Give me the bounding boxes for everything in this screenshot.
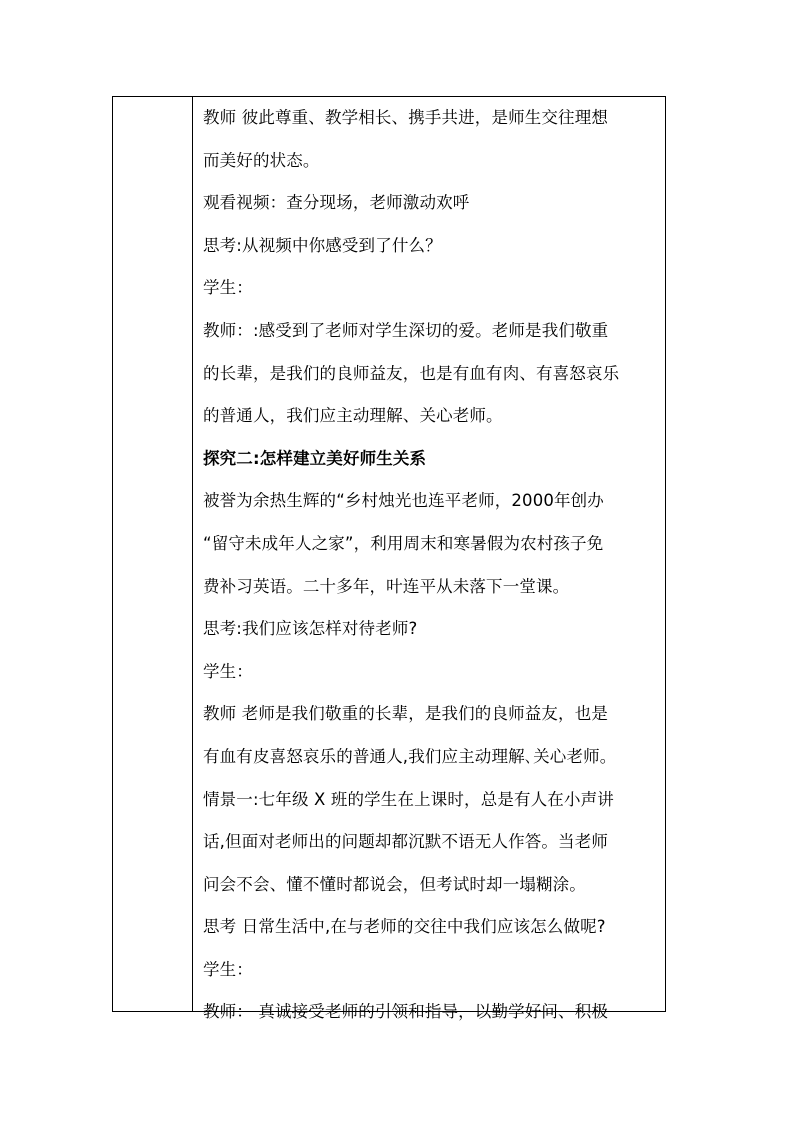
text-line: 思考:从视频中你感受到了什么？ bbox=[203, 235, 442, 255]
left-column-cell bbox=[113, 97, 193, 1011]
text-line: 学生： bbox=[203, 661, 253, 681]
text-line: 教师：:感受到了老师对学生深切的爱。老师是我们敬重 bbox=[203, 320, 609, 340]
text-line: 的长辈，是我们的良师益友，也是有血有肉、有喜怒哀乐 bbox=[203, 363, 620, 383]
text-line: 思考 日常生活中,在与老师的交往中我们应该怎么做呢? bbox=[203, 917, 606, 937]
text-line: “留守未成年人之家”，利用周末和寒暑假为农村孩子免 bbox=[203, 533, 604, 553]
text-line: 教师 彼此尊重、教学相长、携手共进，是师生交往理想 bbox=[203, 108, 608, 127]
text-line: 思考:我们应该怎样对待老师? bbox=[203, 619, 418, 639]
text-line: 被誉为余热生辉的“乡村烛光也连平老师，2000年创办 bbox=[203, 491, 604, 511]
text-line: 有血有皮喜怒哀乐的普通人,我们应主动理解､关心老师。 bbox=[203, 746, 617, 766]
section-heading: 探究二:怎样建立美好师生关系 bbox=[203, 448, 427, 468]
text-line: 而美好的状态。 bbox=[203, 150, 320, 170]
text-line: 话,但面对老师出的问题却都沉默不语无人作答。当老师 bbox=[203, 832, 608, 852]
text-line: 问会不会、懂不懂时都说会，但考试时却一塌糊涂。 bbox=[203, 874, 586, 894]
text-line: 的普通人，我们应主动理解、关心老师。 bbox=[203, 406, 503, 426]
text-line: 情景一:七年级 X 班的学生在上课时，总是有人在小声讲 bbox=[203, 789, 614, 809]
text-line: 学生： bbox=[203, 959, 253, 979]
content-column-cell bbox=[193, 97, 665, 1022]
text-line: 学生： bbox=[203, 278, 253, 298]
text-line: 观看视频：查分现场，老师激动欢呼 bbox=[203, 193, 470, 213]
text-line: 教师 老师是我们敬重的长辈，是我们的良师益友，也是 bbox=[203, 704, 608, 724]
text-line: 费补习英语。二十多年，叶连平从未落下一堂课。 bbox=[203, 576, 570, 596]
lesson-table bbox=[112, 96, 666, 1022]
text-line: 教师： 真诚接受老师的引领和指导，以勤学好问、积极 bbox=[203, 1002, 608, 1022]
